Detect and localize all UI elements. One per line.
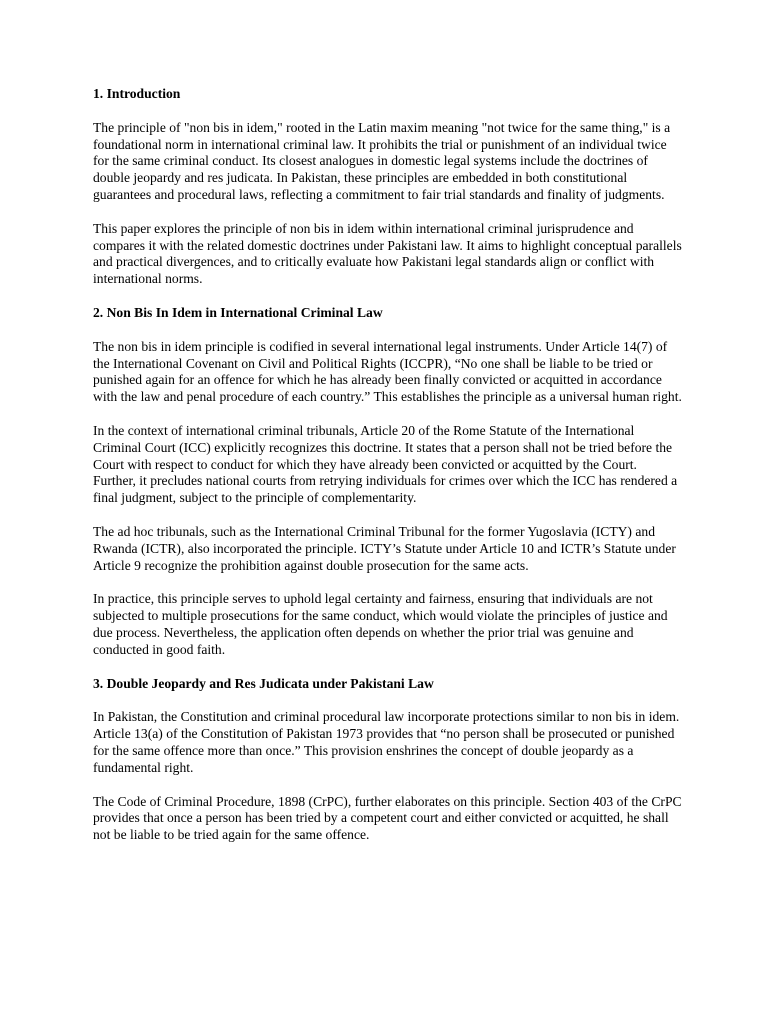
paragraph: In Pakistan, the Constitution and criminal procedural law incorporate protections similar to non bis in idem. Article 13(a) of the Constitution of Pakistan 1973 provides that “no person shall be prosecuted or punished for the same offence more than once.” This provision enshrines the concept of double jeopardy as a fundamental right. [93, 709, 680, 775]
section-international-law [93, 305, 683, 659]
section-pakistani-law [93, 676, 683, 844]
document-page [93, 86, 683, 861]
paragraph: The non bis in idem principle is codified in several international legal instruments. Under Article 14(7) of the International Covenant on Civil and Political Rights (ICCPR), “No one shall be liable to be tried or punished again for an offence for which he has already been finally convicted or acquitted in accordance with the law and penal procedure of each country.” This establishes the principle as a universal human right. [93, 338, 682, 405]
paragraph: In the context of international criminal tribunals, Article 20 of the Rome Statute of the International Criminal Court (ICC) explicitly recognizes this doctrine. It states that a person shall not be tried before the Court with respect to conduct for which they have already been convicted or acquitted by the Court. Further, it precludes national courts from retrying individuals for crimes over which the ICC has rendered a final judgment, subject to the principle of complementarity. [93, 422, 678, 506]
section-heading: 1. Introduction [93, 86, 181, 101]
paragraph: This paper explores the principle of non bis in idem within international criminal jurisprudence and compares it with the related domestic doctrines under Pakistani law. It aims to highlight conceptual parallels and practical divergences, and to critically evaluate how Pakistani legal standards align or conflict with international norms. [93, 220, 682, 287]
paragraph: The Code of Criminal Procedure, 1898 (CrPC), further elaborates on this principle. Section 403 of the CrPC provides that once a person has been tried by a competent court and either convicted or acquitted, he shall not be liable to be tried again for the same offence. [93, 793, 682, 843]
section-introduction [93, 86, 683, 288]
section-heading: 2. Non Bis In Idem in International Criminal Law [93, 304, 383, 320]
paragraph: In practice, this principle serves to uphold legal certainty and fairness, ensuring that individuals are not subjected to multiple prosecutions for the same conduct, which would violate the principles of justice and due process. Nevertheless, the application often depends on whether the prior trial was genuine and conducted in good faith. [93, 591, 668, 657]
paragraph: The principle of "non bis in idem," rooted in the Latin maxim meaning "not twice for the same thing," is a foundational norm in international criminal law. It prohibits the trial or punishment of an individual twice for the same criminal conduct. Its closest analogues in domestic legal systems include the doctrines of double jeopardy and res judicata. In Pakistan, these principles are embedded in both constitutional guarantees and procedural laws, reflecting a commitment to fair trial standards and finality of judgments. [93, 119, 671, 202]
paragraph: The ad hoc tribunals, such as the International Criminal Tribunal for the former Yugoslavia (ICTY) and Rwanda (ICTR), also incorporated the principle. ICTY’s Statute under Article 10 and ICTR’s Statute under Article 9 recognize the prohibition against double prosecution for the same acts. [93, 523, 676, 573]
section-heading: 3. Double Jeopardy and Res Judicata under Pakistani Law [93, 675, 434, 691]
